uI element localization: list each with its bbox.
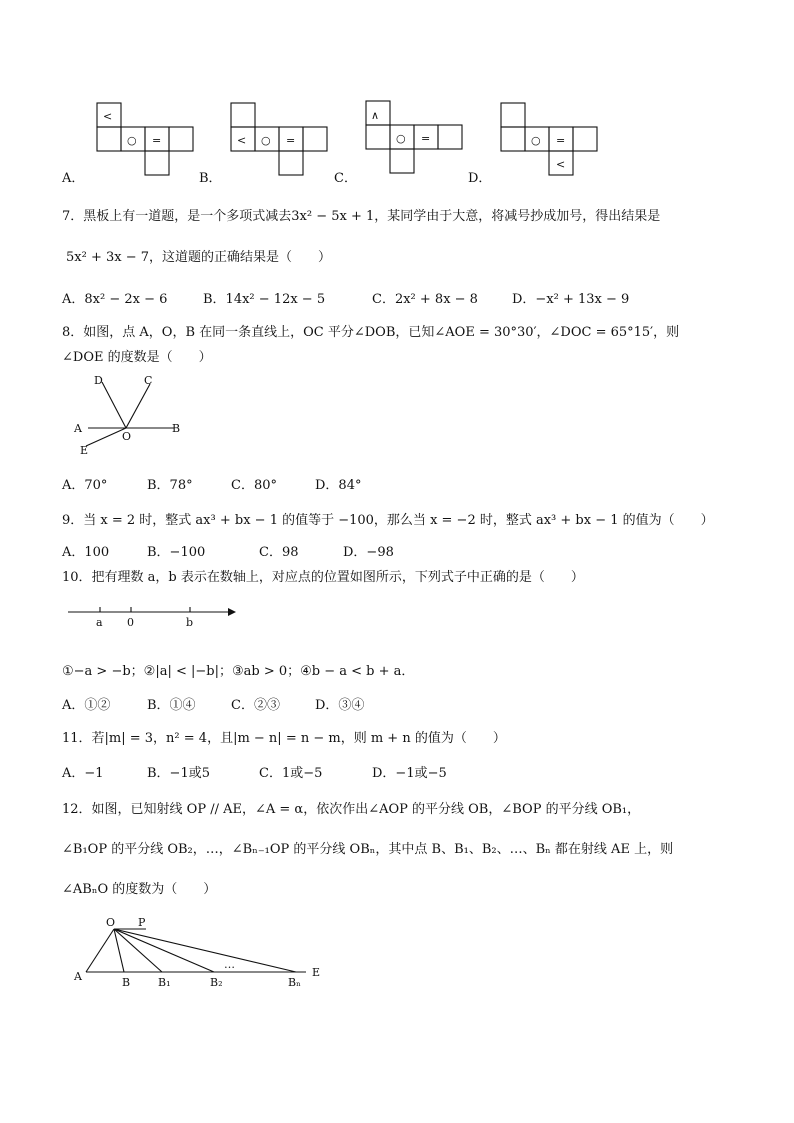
q6-a-cell-0: < [103, 110, 113, 123]
q9-text: 9．当 x = 2 时，整式 ax³ + bx − 1 的值等于 −100，那么当 x = −2 时，整式 ax³ + bx − 1 的值为（ ） [62, 513, 714, 528]
q11-option-b: B．−1或5 [147, 766, 210, 781]
q6-option-d-net [501, 103, 601, 178]
q8-label-a: A [74, 422, 82, 435]
q10-option-a: A．①② [62, 698, 111, 713]
q12-label-p: P [138, 916, 146, 929]
q7-option-b: B．14x² − 12x − 5 [203, 292, 326, 307]
q7-option-d: D．−x² + 13x − 9 [512, 292, 630, 307]
q8-option-a: A．70° [62, 478, 108, 493]
q11-option-c: C．1或−5 [259, 766, 323, 781]
q8-label-e: E [80, 444, 89, 457]
q9-option-a: A．100 [62, 545, 110, 560]
q6-option-b-net [231, 103, 331, 178]
q10-option-d: D．③④ [315, 698, 365, 713]
q8-option-d: D．84° [315, 478, 362, 493]
q9-option-b: B．−100 [147, 545, 206, 560]
q6-b-cell-1: < [237, 134, 247, 147]
q6-a-cell-2: ○ [127, 134, 137, 147]
q6-option-c-letter: C． [334, 171, 357, 186]
q8-label-c: C [144, 374, 153, 387]
q6-option-c-net [366, 101, 466, 176]
q8-text-line2: ∠DOE 的度数是（ ） [62, 350, 212, 365]
q12-label-b: B [122, 976, 131, 989]
q11-option-a: A．−1 [62, 766, 104, 781]
q8-text-line1: 8．如图，点 A，O，B 在同一条直线上，OC 平分∠DOB，已知∠AOE = 30°30′，∠DOC = 65°15′，则 [62, 325, 680, 340]
q6-d-cell-2: ○ [531, 134, 541, 147]
q6-a-cell-3: = [152, 134, 162, 147]
q12-label-a: A [74, 970, 82, 983]
q7-text-line1: 7．黑板上有一道题，是一个多项式减去3x² − 5x + 1，某同学由于大意，将减号抄成加号，得出结果是 [62, 209, 661, 224]
q8-label-o: O [122, 430, 132, 443]
q6-d-cell-5: < [556, 158, 566, 171]
q12-text-line3: ∠ABₙO 的度数为（ ） [62, 882, 217, 897]
q6-option-b-letter: B． [199, 171, 222, 186]
q10-option-c: C．②③ [231, 698, 280, 713]
q8-label-d: D [94, 374, 103, 387]
q7-text-line2: 5x² + 3x − 7，这道题的正确结果是（ ） [66, 250, 332, 265]
q8-option-c: C．80° [231, 478, 277, 493]
q11-option-d: D．−1或−5 [372, 766, 447, 781]
q12-text-line2: ∠B₁OP 的平分线 OB₂，…，∠Bₙ₋₁OP 的平分线 OBₙ，其中点 B、B₁、B₂、…、Bₙ 都在射线 AE 上，则 [62, 842, 674, 857]
q8-option-b: B．78° [147, 478, 193, 493]
q8-angle-figure [66, 370, 196, 460]
q12-label-o: O [106, 916, 116, 929]
q12-label-e: E [312, 966, 321, 979]
q6-option-a-letter: A． [62, 171, 85, 186]
q7-option-c: C．2x² + 8x − 8 [372, 292, 478, 307]
q6-c-cell-0: ∧ [371, 109, 380, 122]
q9-option-d: D．−98 [343, 545, 394, 560]
q10-label-a: a [96, 616, 103, 629]
q6-d-cell-3: = [556, 134, 566, 147]
q10-label-b: b [186, 616, 194, 629]
q12-label-b2: B₂ [210, 976, 223, 989]
q6-b-cell-3: = [286, 134, 296, 147]
q10-number-line [68, 594, 238, 634]
q10-label-zero: 0 [127, 616, 134, 629]
q9-option-c: C．98 [259, 545, 299, 560]
q11-text: 11．若|m| = 3，n² = 4，且|m − n| = n − m，则 m + n 的值为（ ） [62, 731, 506, 746]
q6-b-cell-2: ○ [261, 134, 271, 147]
q7-option-a: A．8x² − 2x − 6 [62, 292, 168, 307]
q6-c-cell-3: = [421, 132, 431, 145]
q12-label-bn: Bₙ [288, 976, 301, 989]
q10-statements: ①−a > −b；②|a| < |−b|；③ab > 0；④b − a < b + a． [62, 664, 415, 679]
q10-text: 10．把有理数 a，b 表示在数轴上，对应点的位置如图所示，下列式子中正确的是（ ） [62, 570, 584, 585]
q6-option-d-letter: D． [468, 171, 492, 186]
q8-label-b: B [172, 422, 181, 435]
q10-option-b: B．①④ [147, 698, 196, 713]
q12-text-line1: 12．如图，已知射线 OP // AE，∠A = α，依次作出∠AOP 的平分线 OB，∠BOP 的平分线 OB₁， [62, 802, 641, 817]
q12-label-b1: B₁ [158, 976, 171, 989]
q6-option-a-net [97, 103, 197, 178]
q6-c-cell-2: ○ [396, 132, 406, 145]
q12-label-dots: … [224, 958, 235, 971]
q12-bisector-figure [66, 910, 336, 992]
